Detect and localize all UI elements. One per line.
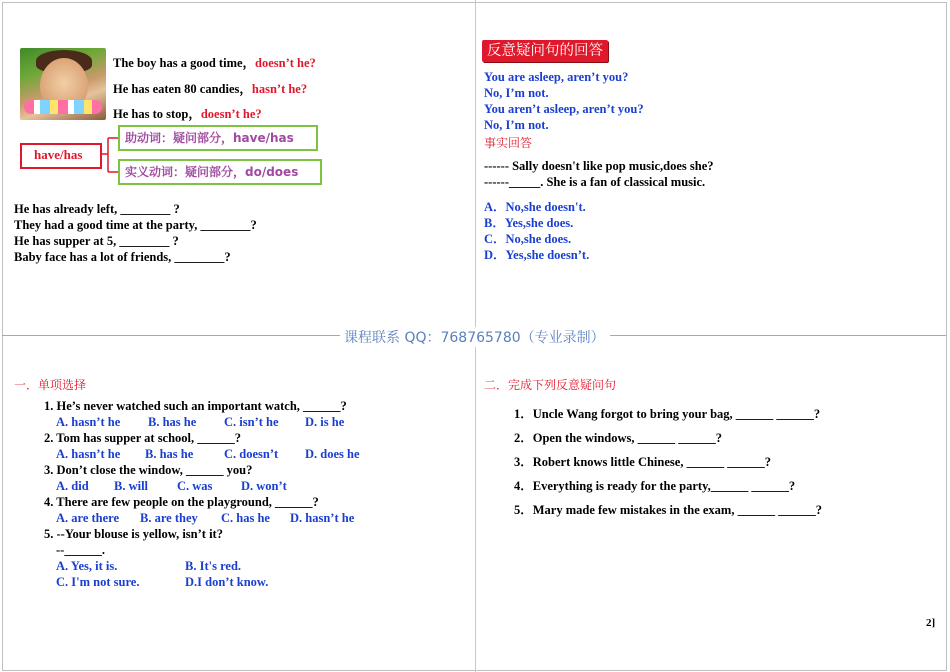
q4-option-b: B. are they <box>140 511 198 525</box>
example-line: You are asleep, aren’t you? <box>484 70 629 84</box>
question-2: 2. Tom has supper at school, ______? <box>44 431 242 445</box>
example-tag: doesn’t he? <box>200 107 262 121</box>
exercise-line: He has supper at 5, ________ ? <box>14 234 179 248</box>
exercise-line: They had a good time at the party, ________? <box>14 218 257 232</box>
page-number: 2] <box>926 617 936 629</box>
fill-item-3: 3．Robert knows little Chinese, ______ ______? <box>514 455 771 469</box>
question-5-blank: --______. <box>56 543 105 557</box>
question-line: ------_____. She is a fan of classical music. <box>484 175 706 189</box>
example-row-1 <box>113 53 316 71</box>
q5-option-b: B. It's red. <box>185 559 242 573</box>
main-verb-label: 实义动词：疑问部分，do/does <box>125 165 299 179</box>
section-heading: 二．完成下列反意疑问句 <box>484 378 617 392</box>
q2-option-c: C. doesn’t <box>224 447 279 461</box>
example-line: You aren’t asleep, aren’t you? <box>484 102 644 116</box>
q3-option-c: C. was <box>177 479 213 493</box>
fill-item-5: 5．Mary made few mistakes in the exam, ______ ______? <box>514 503 822 517</box>
q1-option-c: C. isn’t he <box>224 415 279 429</box>
q3-option-d: D. won’t <box>241 479 287 493</box>
answer-option-a: A．No,she doesn't. <box>484 200 586 214</box>
horizontal-divider-right <box>610 335 946 336</box>
exercise-line: Baby face has a lot of friends, ________? <box>14 250 231 264</box>
example-row-2 <box>113 79 307 97</box>
boy-photo <box>20 48 106 120</box>
watermark: 课程联系 QQ：768765780（专业录制） <box>340 327 609 347</box>
section-heading: 一．单项选择 <box>14 378 87 392</box>
example-row-3 <box>113 104 262 122</box>
answer-title: 反意疑问句的回答 <box>482 40 608 62</box>
fill-item-4: 4．Everything is ready for the party,______ ______? <box>514 479 796 493</box>
q2-option-d: D. does he <box>305 447 360 461</box>
fill-item-1: 1．Uncle Wang forgot to bring your bag, ______ ______? <box>514 407 821 421</box>
q3-option-b: B. will <box>114 479 149 493</box>
question-1: 1. He’s never watched such an important watch, ______? <box>44 399 347 413</box>
q2-option-b: B. has he <box>145 447 194 461</box>
example-line: No, I’m not. <box>484 86 549 100</box>
q3-option-a: A. did <box>56 479 89 493</box>
q4-option-c: C. has he <box>221 511 270 525</box>
q5-option-c: C. I'm not sure. <box>56 575 140 589</box>
example-statement: The boy has a good time， <box>113 56 256 70</box>
question-5: 5. --Your blouse is yellow, isn’t it? <box>44 527 223 541</box>
q2-option-a: A. hasn’t he <box>56 447 121 461</box>
question-4: 4. There are few people on the playground, ______? <box>44 495 319 509</box>
horizontal-divider-left <box>2 335 342 336</box>
question-3: 3. Don’t close the window, ______ you? <box>44 463 253 477</box>
example-statement: He has to stop， <box>113 107 201 121</box>
example-line: No, I’m not. <box>484 118 549 132</box>
auxiliary-verb-label: 助动词：疑问部分，have/has <box>125 131 294 145</box>
have-has-label: have/has <box>34 147 83 162</box>
q4-option-a: A. are there <box>56 511 120 525</box>
q4-option-d: D. hasn’t he <box>290 511 355 525</box>
answer-option-c: C．No,she does. <box>484 232 572 246</box>
q5-option-a: A. Yes, it is. <box>56 559 118 573</box>
answer-option-d: D．Yes,she doesn’t. <box>484 248 590 262</box>
q5-option-d: D.I don’t know. <box>185 575 269 589</box>
question-line: ------ Sally doesn't like pop music,does she? <box>484 159 714 173</box>
q1-option-b: B. has he <box>148 415 197 429</box>
answer-option-b: B．Yes,she does. <box>484 216 574 230</box>
q1-option-a: A. hasn’t he <box>56 415 121 429</box>
fact-label: 事实回答 <box>484 136 533 150</box>
fill-item-2: 2．Open the windows, ______ ______? <box>514 431 723 445</box>
example-tag: hasn’t he? <box>251 82 308 96</box>
example-tag: doesn’t he? <box>255 56 316 70</box>
example-statement: He has eaten 80 candies， <box>113 82 252 96</box>
q1-option-d: D. is he <box>305 415 345 429</box>
exercise-line: He has already left, ________ ? <box>14 202 180 216</box>
